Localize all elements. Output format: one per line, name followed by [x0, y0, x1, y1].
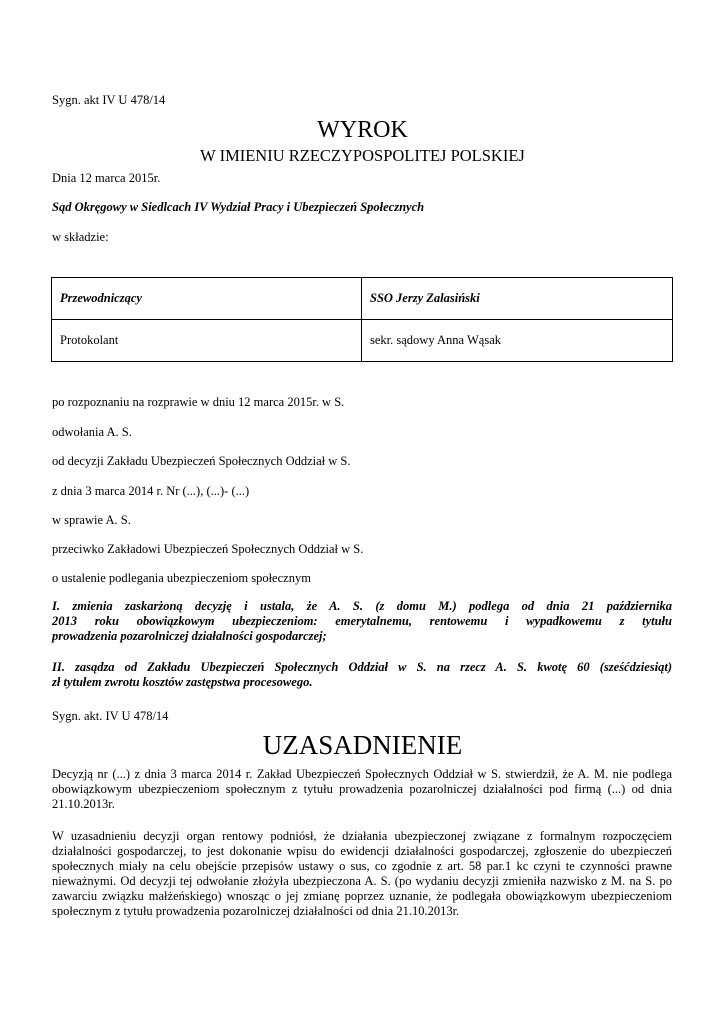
text-line: prowadzenia pozarolniczej działalności gospodarczej;	[52, 629, 327, 643]
case-detail-line: z dnia 3 marca 2014 r. Nr (...), (...)- (...)	[52, 484, 250, 498]
text-line: działalności gospodarczej, to jest dokonanie wpisu do ewidencji działalności gospodarczej, zgłoszenie do ubezpieczeń	[52, 844, 672, 858]
judgment-date: Dnia 12 marca 2015r.	[52, 171, 161, 185]
text-line: społecznych miały na celu obejście przepisów ustawy o sus, co zgodnie z art. 58 par.1 kc czyni te czynności prawne	[52, 859, 672, 873]
justification-paragraph-1	[52, 767, 672, 812]
text-line: społecznym z tytułu prowadzenia pozarolniczej działalności od dnia 21.10.2013r.	[52, 904, 460, 918]
role-cell: Protokolant	[52, 320, 362, 362]
justification-title: UZASADNIENIE	[262, 730, 463, 760]
composition-table	[51, 277, 673, 362]
ruling-point-2	[52, 660, 672, 690]
text-line: zł tytułem zwrotu kosztów zastępstwa procesowego.	[52, 675, 313, 689]
table-row	[52, 278, 673, 320]
text-line: W uzasadnieniu decyzji organ rentowy podniósł, że działania ubezpieczonej związane z formalnym rozpoczęciem	[52, 829, 672, 843]
text-line: Decyzją nr (...) z dnia 3 marca 2014 r. Zakład Ubezpieczeń Społecznych Oddział w S. stwierdził, że A. M. nie podlega	[52, 767, 672, 781]
case-detail-line: o ustalenie podlegania ubezpieczeniom społecznym	[52, 571, 311, 585]
case-detail-line: przeciwko Zakładowi Ubezpieczeń Społecznych Oddział w S.	[52, 542, 364, 556]
text-line: I. zmienia zaskarżoną decyzję i ustala, że A. S. (z domu M.) podlega od dnia 21 października	[52, 599, 672, 613]
composition-label: w składzie:	[52, 230, 109, 244]
court-name: Sąd Okręgowy w Siedlcach IV Wydział Pracy i Ubezpieczeń Społecznych	[52, 200, 425, 214]
document-title: WYROK	[317, 117, 408, 143]
case-detail-line: odwołania A. S.	[52, 425, 132, 439]
ruling-point-1	[52, 599, 672, 644]
text-line: II. zasądza od Zakładu Ubezpieczeń Społecznych Oddział w S. na rzecz A. S. kwotę 60 (sześćdziesiąt)	[52, 660, 672, 674]
justification-case-reference: Sygn. akt. IV U 478/14	[52, 709, 169, 723]
case-detail-line: od decyzji Zakładu Ubezpieczeń Społecznych Oddział w S.	[52, 454, 351, 468]
person-cell: SSO Jerzy Zalasiński	[362, 278, 673, 320]
table-row	[52, 320, 673, 362]
person-cell: sekr. sądowy Anna Wąsak	[362, 320, 673, 362]
text-line: nieważnymi. Od decyzji tej odwołanie złożyła ubezpieczona A. S. (po wydaniu decyzji zmieniła nazwisko z M. na S. po	[52, 874, 672, 888]
text-line: 2013 roku obowiązkowym ubezpieczeniom: emerytalnemu, rentowemu i wypadkowemu z tytułu	[52, 614, 672, 628]
text-line: obowiązkowym ubezpieczeniom społecznym z tytułu prowadzenia pozarolniczej działalności pod firmą (...) od dnia	[52, 782, 672, 796]
text-line: 21.10.2013r.	[52, 797, 115, 811]
justification-paragraph-2	[52, 829, 672, 919]
case-detail-line: po rozpoznaniu na rozprawie w dniu 12 marca 2015r. w S.	[52, 395, 345, 409]
role-cell: Przewodniczący	[52, 278, 362, 320]
case-reference: Sygn. akt IV U 478/14	[52, 93, 166, 107]
text-line: zawarciu związku małżeńskiego) wnosząc o jej zmianę poprzez uznanie, że podlegała obowiązkowym ubezpieczeniom	[52, 889, 672, 903]
document-subtitle: W IMIENIU RZECZYPOSPOLITEJ POLSKIEJ	[200, 146, 525, 165]
case-detail-line: w sprawie A. S.	[52, 513, 131, 527]
